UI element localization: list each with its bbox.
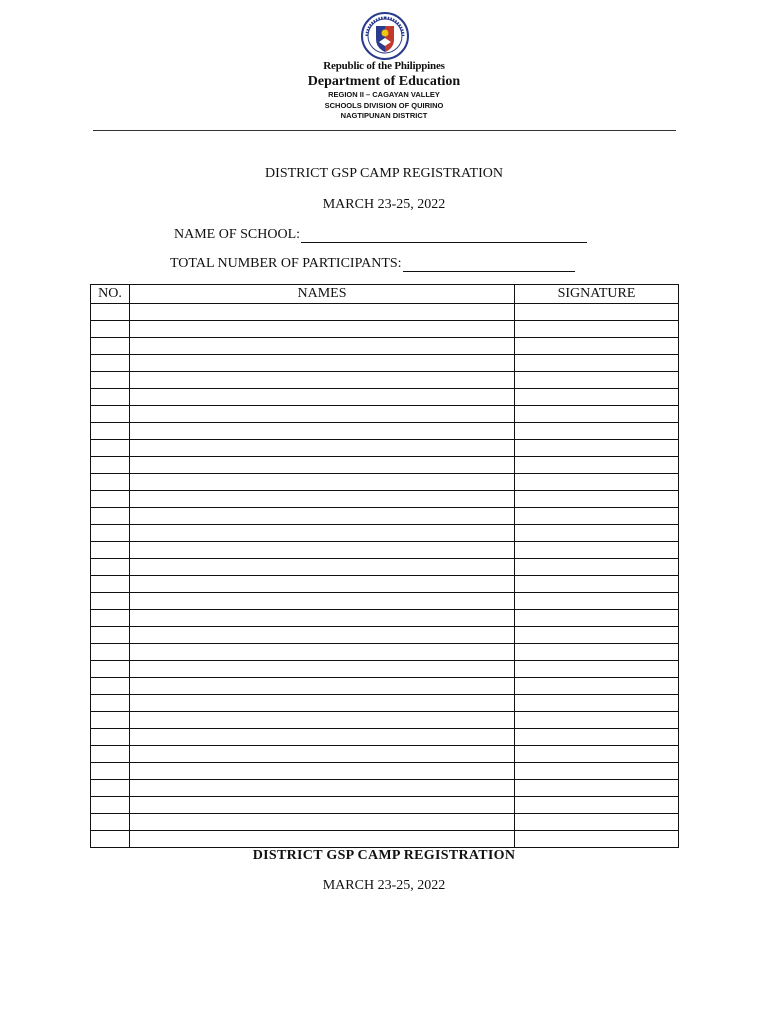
republic-heading: Republic of the Philippines (323, 60, 445, 72)
no-cell[interactable] (91, 729, 130, 746)
name-cell[interactable] (130, 542, 515, 559)
no-cell[interactable] (91, 780, 130, 797)
table-row (91, 406, 679, 423)
signature-cell[interactable] (515, 542, 679, 559)
name-cell[interactable] (130, 746, 515, 763)
table-row (91, 746, 679, 763)
signature-cell[interactable] (515, 763, 679, 780)
signature-cell[interactable] (515, 457, 679, 474)
no-cell[interactable] (91, 406, 130, 423)
table-row (91, 593, 679, 610)
signature-cell[interactable] (515, 678, 679, 695)
no-cell[interactable] (91, 559, 130, 576)
no-cell[interactable] (91, 763, 130, 780)
no-cell[interactable] (91, 457, 130, 474)
name-cell[interactable] (130, 627, 515, 644)
no-cell[interactable] (91, 644, 130, 661)
name-cell[interactable] (130, 355, 515, 372)
signature-cell[interactable] (515, 321, 679, 338)
school-name-label: NAME OF SCHOOL: (174, 227, 301, 242)
name-cell[interactable] (130, 695, 515, 712)
department-heading: Department of Education (307, 74, 461, 89)
no-cell[interactable] (91, 491, 130, 508)
no-cell[interactable] (91, 627, 130, 644)
school-name-field (174, 227, 587, 243)
signature-cell[interactable] (515, 712, 679, 729)
signature-cell[interactable] (515, 355, 679, 372)
signature-cell[interactable] (515, 338, 679, 355)
signature-cell[interactable] (515, 831, 679, 848)
name-cell[interactable] (130, 559, 515, 576)
signature-cell[interactable] (515, 474, 679, 491)
division-heading: SCHOOLS DIVISION OF QUIRINO (324, 101, 444, 110)
table-row (91, 763, 679, 780)
name-cell[interactable] (130, 729, 515, 746)
table-row (91, 457, 679, 474)
name-cell[interactable] (130, 593, 515, 610)
col-header-no: NO. (91, 285, 130, 304)
table-row (91, 355, 679, 372)
footer-date: MARCH 23-25, 2022 (322, 878, 446, 893)
district-heading: NAGTIPUNAN DISTRICT (340, 111, 428, 120)
name-cell[interactable] (130, 338, 515, 355)
name-cell[interactable] (130, 678, 515, 695)
table-row (91, 491, 679, 508)
table-row (91, 644, 679, 661)
name-cell[interactable] (130, 440, 515, 457)
name-cell[interactable] (130, 406, 515, 423)
table-row (91, 321, 679, 338)
name-cell[interactable] (130, 372, 515, 389)
name-cell[interactable] (130, 491, 515, 508)
footer-title: DISTRICT GSP CAMP REGISTRATION (252, 848, 516, 863)
col-header-names: NAMES (130, 285, 515, 304)
signature-cell[interactable] (515, 729, 679, 746)
no-cell[interactable] (91, 440, 130, 457)
name-cell[interactable] (130, 457, 515, 474)
name-cell[interactable] (130, 474, 515, 491)
name-cell[interactable] (130, 525, 515, 542)
no-cell[interactable] (91, 678, 130, 695)
signature-cell[interactable] (515, 695, 679, 712)
name-cell[interactable] (130, 576, 515, 593)
table-row (91, 610, 679, 627)
no-cell[interactable] (91, 321, 130, 338)
table-row (91, 831, 679, 848)
name-cell[interactable] (130, 763, 515, 780)
table-row (91, 712, 679, 729)
no-cell[interactable] (91, 814, 130, 831)
signature-cell[interactable] (515, 508, 679, 525)
table-row (91, 797, 679, 814)
signature-cell[interactable] (515, 746, 679, 763)
no-cell[interactable] (91, 797, 130, 814)
signature-cell[interactable] (515, 304, 679, 321)
participants-field (170, 256, 575, 272)
signature-cell[interactable] (515, 491, 679, 508)
no-cell[interactable] (91, 423, 130, 440)
header-divider (93, 130, 676, 131)
no-cell[interactable] (91, 712, 130, 729)
no-cell[interactable] (91, 525, 130, 542)
table-row (91, 695, 679, 712)
no-cell[interactable] (91, 372, 130, 389)
signature-cell[interactable] (515, 627, 679, 644)
name-cell[interactable] (130, 712, 515, 729)
name-cell[interactable] (130, 321, 515, 338)
form-date: MARCH 23-25, 2022 (322, 197, 446, 212)
signature-cell[interactable] (515, 406, 679, 423)
name-cell[interactable] (130, 423, 515, 440)
signature-cell[interactable] (515, 644, 679, 661)
name-cell[interactable] (130, 831, 515, 848)
registration-table (90, 284, 679, 848)
table-row (91, 678, 679, 695)
table-row (91, 389, 679, 406)
no-cell[interactable] (91, 304, 130, 321)
table-row (91, 780, 679, 797)
table-row (91, 508, 679, 525)
table-row (91, 423, 679, 440)
participants-blank[interactable] (403, 257, 575, 272)
name-cell[interactable] (130, 389, 515, 406)
table-row (91, 525, 679, 542)
signature-cell[interactable] (515, 780, 679, 797)
signature-cell[interactable] (515, 559, 679, 576)
table-row (91, 440, 679, 457)
table-row (91, 729, 679, 746)
signature-cell[interactable] (515, 576, 679, 593)
table-header-row (91, 285, 679, 304)
signature-cell[interactable] (515, 797, 679, 814)
name-cell[interactable] (130, 508, 515, 525)
no-cell[interactable] (91, 576, 130, 593)
name-cell[interactable] (130, 797, 515, 814)
table-row (91, 474, 679, 491)
region-heading: REGION II – CAGAYAN VALLEY (328, 90, 440, 99)
table-row (91, 542, 679, 559)
form-title: DISTRICT GSP CAMP REGISTRATION (265, 166, 503, 181)
no-cell[interactable] (91, 474, 130, 491)
table-row (91, 559, 679, 576)
participants-label: TOTAL NUMBER OF PARTICIPANTS: (170, 256, 402, 271)
name-cell[interactable] (130, 814, 515, 831)
table-row (91, 304, 679, 321)
no-cell[interactable] (91, 389, 130, 406)
col-header-signature: SIGNATURE (515, 285, 679, 304)
table-row (91, 627, 679, 644)
signature-cell[interactable] (515, 389, 679, 406)
name-cell[interactable] (130, 780, 515, 797)
no-cell[interactable] (91, 610, 130, 627)
table-row (91, 576, 679, 593)
signature-cell[interactable] (515, 440, 679, 457)
no-cell[interactable] (91, 831, 130, 848)
name-cell[interactable] (130, 304, 515, 321)
signature-cell[interactable] (515, 593, 679, 610)
table-row (91, 814, 679, 831)
no-cell[interactable] (91, 661, 130, 678)
signature-cell[interactable] (515, 814, 679, 831)
deped-seal-logo (361, 12, 409, 60)
table-row (91, 338, 679, 355)
table-body (91, 304, 679, 848)
signature-cell[interactable] (515, 423, 679, 440)
no-cell[interactable] (91, 355, 130, 372)
no-cell[interactable] (91, 338, 130, 355)
no-cell[interactable] (91, 695, 130, 712)
name-cell[interactable] (130, 610, 515, 627)
signature-cell[interactable] (515, 610, 679, 627)
no-cell[interactable] (91, 542, 130, 559)
no-cell[interactable] (91, 508, 130, 525)
name-cell[interactable] (130, 661, 515, 678)
table-row (91, 661, 679, 678)
no-cell[interactable] (91, 746, 130, 763)
name-cell[interactable] (130, 644, 515, 661)
signature-cell[interactable] (515, 372, 679, 389)
signature-cell[interactable] (515, 525, 679, 542)
signature-cell[interactable] (515, 661, 679, 678)
school-name-blank[interactable] (301, 228, 587, 243)
no-cell[interactable] (91, 593, 130, 610)
table-row (91, 372, 679, 389)
